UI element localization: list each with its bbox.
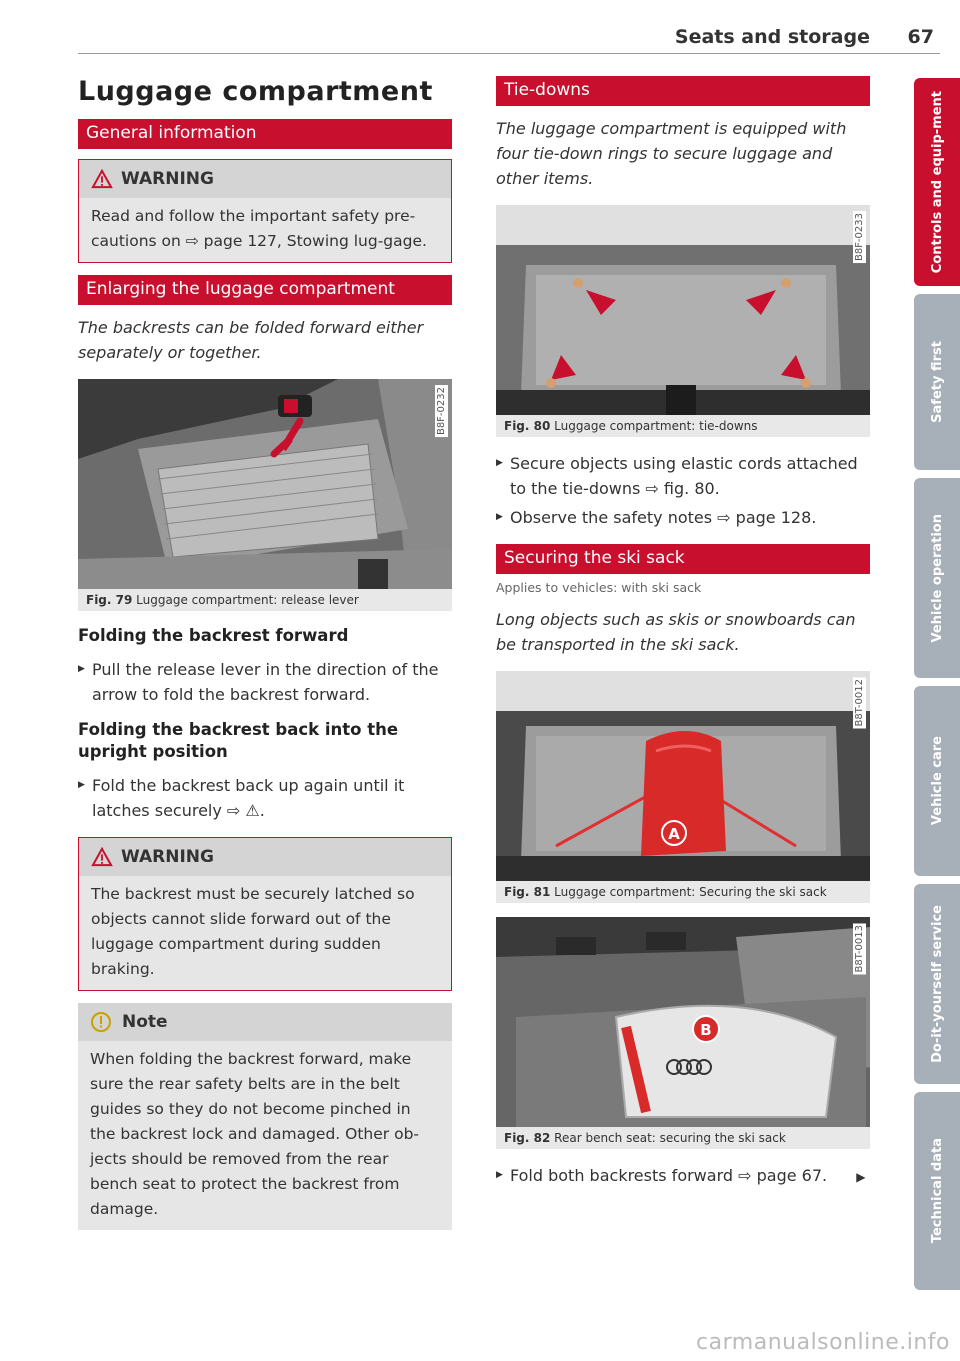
figure-code: B8F-0233 [854,213,865,262]
figure-label: Fig. 82 [504,1131,551,1145]
figure-80-image [496,205,870,415]
warning-box [78,159,452,263]
figure-79 [78,379,452,611]
figure-label: Fig. 81 [504,885,551,899]
release-lever-illustration [78,379,452,589]
figure-caption-text: Luggage compartment: tie-downs [554,419,758,433]
subheading-folding-forward: Folding the backrest forward [78,626,349,645]
chapter-tabs [914,78,960,1298]
warning-box-2 [78,837,452,991]
figure-82-image [496,917,870,1127]
note-box [78,1003,452,1230]
warning-text: The backrest must be securely latched so objects cannot slide forward out of the luggage compartment during sudden braking. [79,876,451,990]
note-text: When folding the backrest forward, make sure the rear safety belts are in the belt guides so they do not become pinched in the backrest lock and damaged. Other ob-jects should be removed from the rear bench seat to protect the backrest from damage. [78,1041,452,1230]
warning-icon [91,169,113,189]
note-icon [90,1011,112,1033]
figure-caption [496,881,870,903]
tie-downs-illustration [496,205,870,415]
step-fold-back: ▶ Fold the backrest back up again until it latches securely ⇨ ⚠. [78,773,452,823]
tab-do-it-yourself-service[interactable]: Do-it-yourself service [914,884,960,1084]
step-pull-lever: ▶ Pull the release lever in the direction of the arrow to fold the backrest forward. [78,657,452,707]
page-heading: Luggage compartment [78,76,433,107]
tab-technical-data[interactable]: Technical data [914,1092,960,1290]
figure-79-image [78,379,452,589]
figure-caption [78,589,452,611]
marker-a: A [668,825,680,843]
figure-caption-text: Rear bench seat: securing the ski sack [554,1131,786,1145]
figure-82 [496,917,870,1149]
step-fold-both: ▶ Fold both backrests forward ⇨ page 67. ▶ [496,1163,870,1190]
intro-text: The backrests can be folded forward either separately or together. [78,318,424,362]
figure-label: Fig. 79 [86,593,133,607]
tab-vehicle-care[interactable]: Vehicle care [914,686,960,876]
warning-icon [91,847,113,867]
tab-safety-first[interactable]: Safety first [914,294,960,470]
applies-to: Applies to vehicles: with ski sack [496,580,702,595]
section-title: Seats and storage [674,26,870,48]
figure-caption-text: Luggage compartment: Securing the ski sack [554,885,827,899]
section-ski-sack: Securing the ski sack [496,544,870,574]
section-tie-downs: Tie-downs [496,76,870,106]
figure-code: B8T-0012 [854,679,865,727]
figure-81 [496,671,870,903]
figure-80 [496,205,870,437]
figure-caption [496,415,870,437]
figure-caption [496,1127,870,1149]
page-header [78,24,940,54]
ski-sack-illustration [496,671,870,881]
section-general-information: General information [78,119,452,149]
figure-code: B8T-0013 [854,925,865,973]
figure-81-image [496,671,870,881]
warning-label: WARNING [121,847,214,867]
watermark-footer: carmanualsonline.info [696,1330,950,1355]
ski-sack-intro: Long objects such as skis or snowboards can be transported in the ski sack. [496,610,856,654]
figure-code: B8F-0232 [436,387,447,436]
tab-vehicle-operation[interactable]: Vehicle operation [914,478,960,678]
marker-b: B [700,1021,712,1039]
subheading-folding-back: Folding the backrest back into the upright position [78,720,399,761]
figure-caption-text: Luggage compartment: release lever [136,593,359,607]
rear-bench-illustration [496,917,870,1127]
figure-label: Fig. 80 [504,419,551,433]
warning-text: Read and follow the important safety pre-cautions on ⇨ page 127, Stowing lug-gage. [79,198,451,262]
note-label: Note [122,1012,168,1032]
right-column [496,76,870,1194]
warning-label: WARNING [121,169,214,189]
step-secure-objects: ▶ Secure objects using elastic cords attached to the tie-downs ⇨ fig. 80. [496,451,870,501]
tie-downs-intro: The luggage compartment is equipped with four tie-down rings to secure luggage and other items. [496,119,847,188]
continue-arrow-icon: ▶ [856,1170,866,1184]
section-enlarging: Enlarging the luggage compartment [78,275,452,305]
page-number: 67 [907,26,934,48]
step-observe-notes: ▶ Observe the safety notes ⇨ page 128. [496,505,870,530]
left-column [78,76,452,1242]
tab-controls-and-equipment[interactable]: Controls and equip-ment [914,78,960,286]
